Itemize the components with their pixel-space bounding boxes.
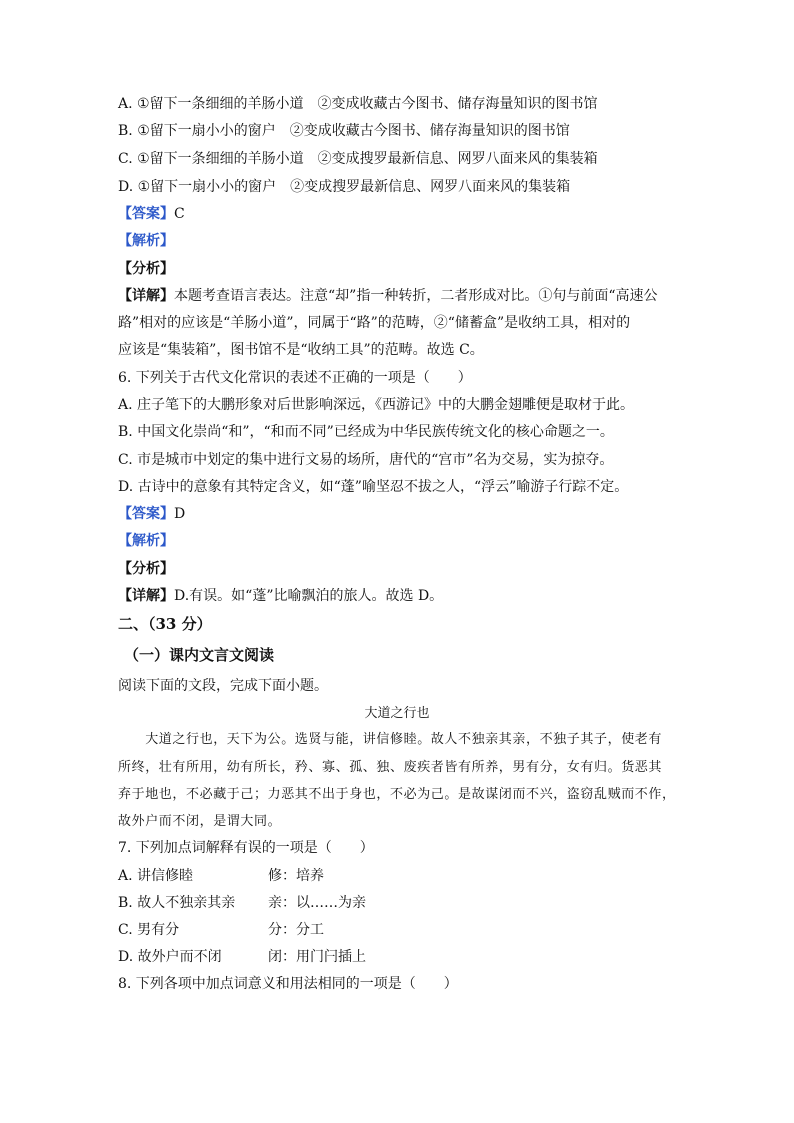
- q5-detail-line-2: 路”相对的应该是“羊肠小道”，同属于“路”的范畴，②“储蓄盒”是收纳工具，相对的: [118, 315, 631, 331]
- q5-option-a: A. ①留下一条细细的羊肠小道 ②变成收藏古今图书、储存海量知识的图书馆: [118, 96, 598, 112]
- q6-option-d: D. 古诗中的意象有其特定含义，如“蓬”喻坚忍不拔之人，“浮云”喻游子行踪不定。: [118, 479, 629, 495]
- fenxi-tag: 【分析】: [118, 561, 174, 577]
- option-phrase: D. 故外户而不闭: [118, 949, 222, 965]
- q6-answer: [118, 504, 680, 524]
- q5-option-d: D. ①留下一扇小小的窗户 ②变成搜罗最新信息、网罗八面来风的集装箱: [118, 179, 571, 195]
- q6-option-c: C. 市是城市中划定的集中进行文易的场所，唐代的“宫市”名为交易，实为掠夺。: [118, 452, 614, 468]
- q5-option-c: C. ①留下一条细细的羊肠小道 ②变成搜罗最新信息、网罗八面来风的集装箱: [118, 151, 598, 167]
- q7-option-c: [118, 920, 680, 940]
- detail-text: 本题考查语言表达。注意“却”指一种转折，二者形成对比。①句与前面“高速公: [174, 288, 658, 304]
- option-gloss: 闭：用门闩插上: [268, 949, 366, 965]
- q5-detail-line-1: [118, 286, 680, 306]
- subsection-heading: （一）课内文言文阅读: [124, 646, 275, 664]
- option-phrase: A. 讲信修睦: [118, 868, 194, 884]
- answer-tag: 【答案】: [118, 506, 174, 522]
- q7-option-d: [118, 947, 680, 967]
- q5-detail-line-3: 应该是“集装箱”，图书馆不是“收纳工具”的范畴。故选 C。: [118, 342, 484, 358]
- detail-tag: 【详解】: [118, 288, 174, 304]
- q7-option-a: [118, 866, 680, 886]
- detail-tag: 【详解】: [118, 588, 174, 604]
- jiexi-tag: 【解析】: [118, 233, 174, 249]
- option-phrase: B. 故人不独亲其亲: [118, 895, 236, 911]
- answer-tag: 【答案】: [118, 206, 174, 222]
- q8-stem: 8. 下列各项中加点词意义和用法相同的一项是（ ）: [118, 976, 458, 992]
- q7-stem: 7. 下列加点词解释有误的一项是（ ）: [118, 840, 374, 856]
- reading-instruction: 阅读下面的文段，完成下面小题。: [118, 678, 328, 694]
- passage-line-2: 所终，壮有所用，幼有所长，矜、寡、孤、独、废疾者皆有所养，男有分，女有归。货恶其: [118, 760, 663, 775]
- option-phrase: C. 男有分: [118, 922, 180, 938]
- q6-option-a: A. 庄子笔下的大鹏形象对后世影响深远，《西游记》中的大鹏金翅雕便是取材于此。: [118, 397, 635, 413]
- answer-value: D: [174, 506, 186, 522]
- q6-detail: [118, 586, 680, 606]
- jiexi-tag: 【解析】: [118, 533, 174, 549]
- q5-answer: [118, 204, 680, 224]
- detail-text: D.有误。如“蓬”比喻飘泊的旅人。故选 D。: [174, 588, 444, 604]
- q5-jiexi: [118, 231, 680, 251]
- option-gloss: 分：分工: [268, 922, 324, 938]
- q5-option-b: B. ①留下一扇小小的窗户 ②变成收藏古今图书、储存海量知识的图书馆: [118, 123, 570, 139]
- q6-stem: 6. 下列关于古代文化常识的表述不正确的一项是（ ）: [118, 370, 472, 386]
- fenxi-tag: 【分析】: [118, 261, 174, 277]
- section-heading: 二、（33 分）: [118, 615, 212, 633]
- q7-option-b: [118, 893, 680, 913]
- q6-fenxi: [118, 559, 680, 579]
- option-gloss: 修：培养: [268, 868, 324, 884]
- passage-line-4: 故外户而不闭，是谓大同。: [118, 814, 282, 829]
- option-gloss: 亲：以……为亲: [268, 895, 366, 911]
- q5-fenxi: [118, 259, 680, 279]
- passage-line-3: 弃于地也，不必藏于己；力恶其不出于身也，不必为己。是故谋闭而不兴，盗窃乱贼而不作，: [118, 787, 676, 802]
- q6-jiexi: [118, 531, 680, 551]
- passage-line-1: 大道之行也，天下为公。选贤与能，讲信修睦。故人不独亲其亲，不独子其子，使老有: [118, 732, 663, 747]
- q6-option-b: B. 中国文化崇尚“和”，“和而不同”已经成为中华民族传统文化的核心命题之一。: [118, 424, 614, 440]
- passage-title: 大道之行也: [364, 706, 430, 721]
- answer-value: C: [174, 206, 185, 222]
